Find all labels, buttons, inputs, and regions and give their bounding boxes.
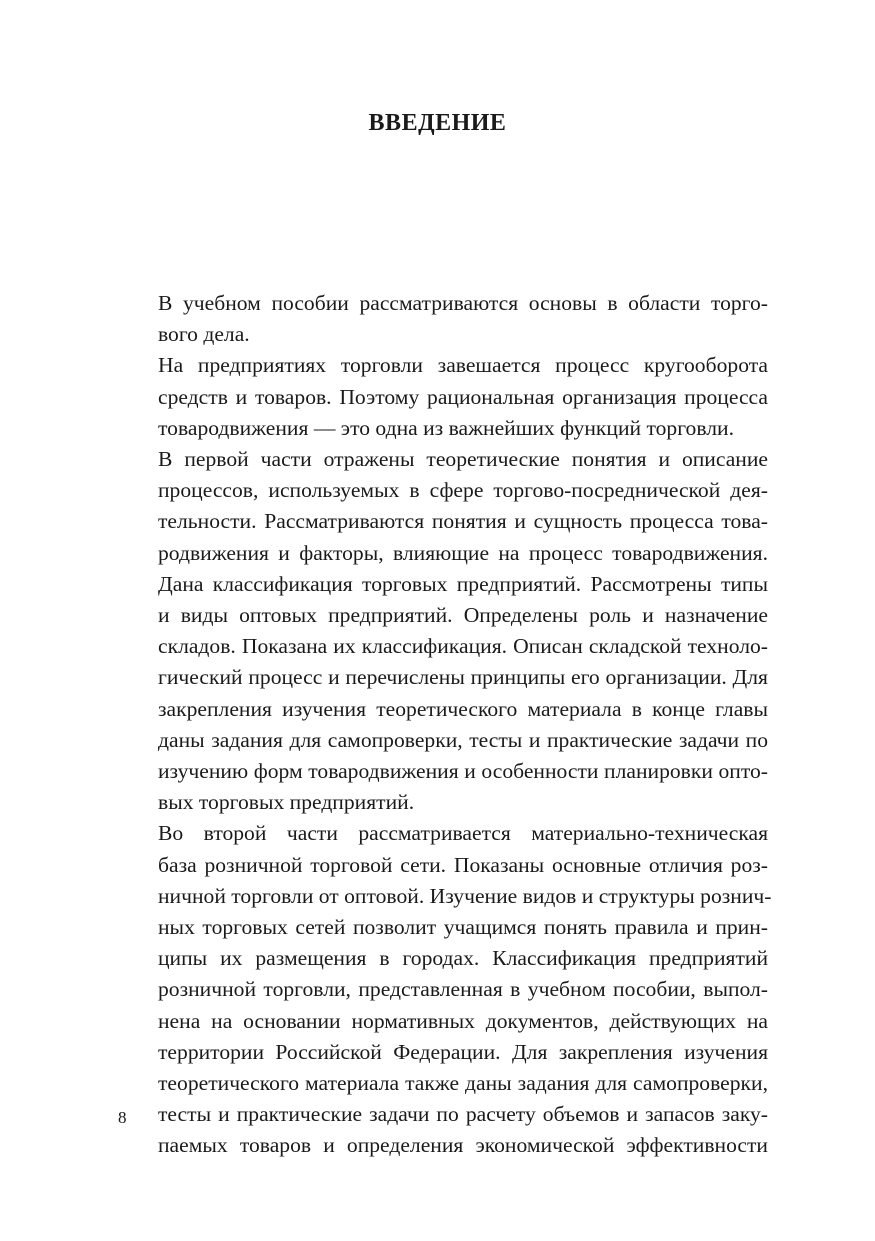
text-line: база розничной торговой сети. Показаны основные отличия роз- [158, 852, 768, 877]
body-text [118, 288, 772, 1162]
text-line: складов. Показана их классификация. Описан складской техноло- [158, 634, 768, 659]
text-line: теоретического материала также даны задания для самопроверки, [158, 1071, 768, 1096]
text-line: изучению форм товародвижения и особенности планировки опто- [158, 759, 768, 784]
text-line: даны задания для самопроверки, тесты и практические задачи по [158, 727, 768, 752]
text-line: закрепления изучения теоретического материала в конце главы [158, 696, 768, 721]
text-line: территории Российской Федерации. Для закрепления изучения [158, 1039, 768, 1064]
text-line: вых торговых предприятий. [158, 790, 415, 815]
text-line: паемых товаров и определения экономической эффективности [158, 1133, 768, 1158]
text-line: Дана классификация торговых предприятий. Рассмотрены типы [158, 571, 768, 596]
text-line: средств и товаров. Поэтому рациональная организация процесса [158, 384, 768, 409]
text-line: тельности. Рассматриваются понятия и сущность процесса това- [158, 509, 768, 534]
text-line: вого дела. [158, 322, 250, 347]
text-line: тесты и практические задачи по расчету объемов и запасов заку- [158, 1102, 768, 1127]
paragraph [118, 288, 768, 350]
text-line: ципы их размещения в городах. Классификация предприятий [158, 946, 768, 971]
text-line: нена на основании нормативных документов, действующих на [158, 1008, 768, 1033]
text-line: розничной торговли, представленная в учебном пособии, выпол- [158, 977, 768, 1002]
text-line: процессов, используемых в сфере торгово-посреднической дея- [158, 478, 768, 503]
text-line: В учебном пособии рассматриваются основы в области торго- [158, 291, 768, 315]
text-line: На предприятиях торговли завешается процесс кругооборота [158, 353, 768, 378]
text-line: В первой части отражены теоретические понятия и описание [158, 447, 768, 472]
paragraph [118, 350, 768, 444]
text-line: родвижения и факторы, влияющие на процесс товародвижения. [158, 540, 768, 565]
text-line: гический процесс и перечислены принципы его организации. Для [158, 665, 768, 690]
paragraph [118, 444, 768, 818]
text-line: и виды оптовых предприятий. Определены роль и назначение [158, 603, 768, 628]
paragraph [118, 818, 772, 1161]
chapter-title: ВВЕДЕНИЕ [368, 110, 507, 136]
text-line: ничной торговли от оптовой. Изучение видов и структуры рознич- [158, 883, 772, 908]
text-line: товародвижения — это одна из важнейших функций торговли. [158, 415, 734, 440]
text-line: Во второй части рассматривается материально-техническая [158, 821, 768, 846]
page-number: 8 [118, 1108, 127, 1127]
text-line: ных торговых сетей позволит учащимся понять правила и прин- [158, 915, 768, 940]
